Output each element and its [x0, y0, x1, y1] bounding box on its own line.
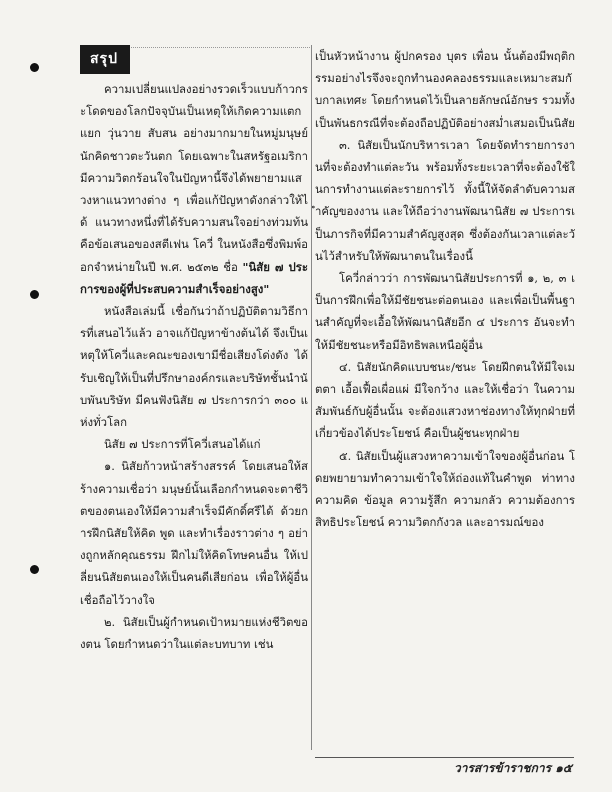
- paragraph-text: ๒. นิสัยเป็นผู้กำหนดเป้าหมายแห่งชีวิตของตน โดยกำหนดว่าในแต่ละบทบาท เช่น: [80, 614, 308, 652]
- paragraph-text: ๔. นิสัยนักคิดแบบชนะ/ชนะ โดยฝึกตนให้มีใจเมตตา เอื้อเฟื้อเผื่อแผ่ มีใจกว้าง และให้เชื่อว่า ในความสัมพันธ์กับผู้อื่นนั้น จะต้องแสวงหาช่องทางให้ทุกฝ่ายที่เกี่ยวข้องได้ประโยชน์ คือเป็นผู้ชนะทุกฝ่าย: [315, 359, 575, 441]
- paragraph: [80, 300, 308, 433]
- paragraph: [80, 78, 308, 300]
- right-column: [315, 45, 575, 533]
- paragraph: [80, 455, 308, 610]
- paragraph: [80, 611, 308, 655]
- paragraph-text: โควี่กล่าวว่า การพัฒนานิสัยประการที่ ๑, ๒, ๓ เป็นการฝึกเพื่อให้มีชัยชนะต่อตนเอง และเพื่อเป็นพื้นฐานสำคัญที่จะเอื้อให้พัฒนานิสัยอีก ๔ ประการ อันจะทำให้มีชัยชนะหรือมีอิทธิพลเหนือผู้อื่น: [315, 271, 575, 352]
- right-paragraphs: [315, 45, 575, 533]
- section-heading: สรุป: [80, 45, 130, 74]
- column-divider: [311, 45, 312, 750]
- paragraph: [315, 356, 575, 445]
- footer-rule: [315, 757, 574, 758]
- paragraph-text: ความเปลี่ยนแปลงอย่างรวดเร็วแบบก้าวกระโดดของโลกปัจจุบันเป็นเหตุให้เกิดความแตกแยก วุ่นวาย สับสน อย่างมากมายในหมู่มนุษย์ นักคิดชาวตะวันตก โดยเฉพาะในสหรัฐอเมริกา มีความวิตกร้อนใจในปัญหานี้จึงได้พยายามแสวงหาแนวทางต่าง ๆ เพื่อแก้ปัญหาดังกล่าวให้ได้ แนวทางหนึ่งที่ได้รับความสนใจอย่างท่วมท้น คือข้อเสนอของสตีเฟน โควี่ ในหนังสือซึ่งพิมพ์ออกจำหน่ายในปี พ.ศ. ๒๕๓๒ ชื่อ: [80, 82, 308, 274]
- paragraph-text: นิสัย ๗ ประการที่โควี่เสนอได้แก่: [104, 437, 261, 452]
- paragraph: [315, 134, 575, 267]
- page-footer: วารสารข้าราชการ ๑๕: [453, 761, 572, 775]
- paragraph: [315, 45, 575, 134]
- binder-hole: [30, 565, 39, 574]
- paragraph-text: ๕. นิสัยเป็นผู้แสวงหาความเข้าใจของผู้อื่นก่อน โดยพยายามทำความเข้าใจให้ถ่องแท้ในคำพูด ท่าทาง ความคิด ข้อมูล ความรู้สึก ความกลัว ความต้องการ สิทธิประโยชน์ ความวิตกกังวล และอารมณ์ของ: [315, 448, 575, 530]
- paragraph-text: ๓. นิสัยเป็นนักบริหารเวลา โดยจัดทำรายการงานที่จะต้องทำแต่ละวัน พร้อมทั้งระยะเวลาที่จะต้องใช้ในการทำงานแต่ละรายการไว้ ทั้งนี้ให้จัดลำดับความสำคัญของงาน และให้ถือว่างานพัฒนานิสัย ๗ ประการเป็นภารกิจที่มีความสำคัญสูงสุด ซึ่งต้องกันเวลาแต่ละวันไว้สำหรับให้พัฒนาตนในเรื่องนี้: [315, 137, 575, 263]
- left-column: [80, 45, 308, 655]
- paragraph: [315, 267, 575, 356]
- binder-hole: [30, 290, 39, 299]
- book-title: "นิสัย ๗ ประการของผู้ที่ประสบความสำเร็จอย่างสูง": [80, 259, 308, 296]
- binder-hole: [30, 63, 39, 72]
- paragraph: [315, 445, 575, 534]
- left-paragraphs: [80, 78, 308, 655]
- paragraph-text: เป็นหัวหน้างาน ผู้ปกครอง บุตร เพื่อน นั้นต้องมีพฤติกรรมอย่างไรจึงจะถูกทำนองคลองธรรมและเหมาะสมกับกาลเทศะ โดยกำหนดไว้เป็นลายลักษณ์อักษร รวมทั้งเป็นพันธกรณีที่จะต้องถือปฏิบัติอย่างสม่ำเสมอเป็นนิสัย: [315, 49, 575, 130]
- paragraph-text: ๑. นิสัยก้าวหน้าสร้างสรรค์ โดยเสนอให้สร้างความเชื่อว่า มนุษย์นั้นเลือกกำหนดจะตาชีวิตของตนเองให้มีความสำเร็จมีคักดิ์ศรีได้ ด้วยการฝึกนิสัยให้คิด พูด และทำเรื่องราวต่าง ๆ อย่างถูกหลักคุณธรรม ฝึกไม่ให้คิดโทษคนอื่น ให้เปลี่ยนนิสัยตนเองให้เป็นคนดีเสียก่อน เพื่อให้ผู้อื่นเชื่อถือไว้วางใจ: [80, 459, 308, 607]
- paragraph-text: หนังสือเล่มนี้ เชื่อกันว่าถ้าปฏิบัติตามวิธีการที่เสนอไว้แล้ว อาจแก้ปัญหาข้างต้นได้ จึงเป็นเหตุให้โควี่และคณะของเขามีชื่อเสียงโด่งดัง ได้รับเชิญให้เป็นที่ปรึกษาองค์กรและบริษัทชั้นนำนับพันบริษัท มีคนฟังนิสัย ๗ ประการกว่า ๓๐๐ แห่งทั่วโลก: [80, 304, 308, 430]
- paragraph: [80, 433, 308, 455]
